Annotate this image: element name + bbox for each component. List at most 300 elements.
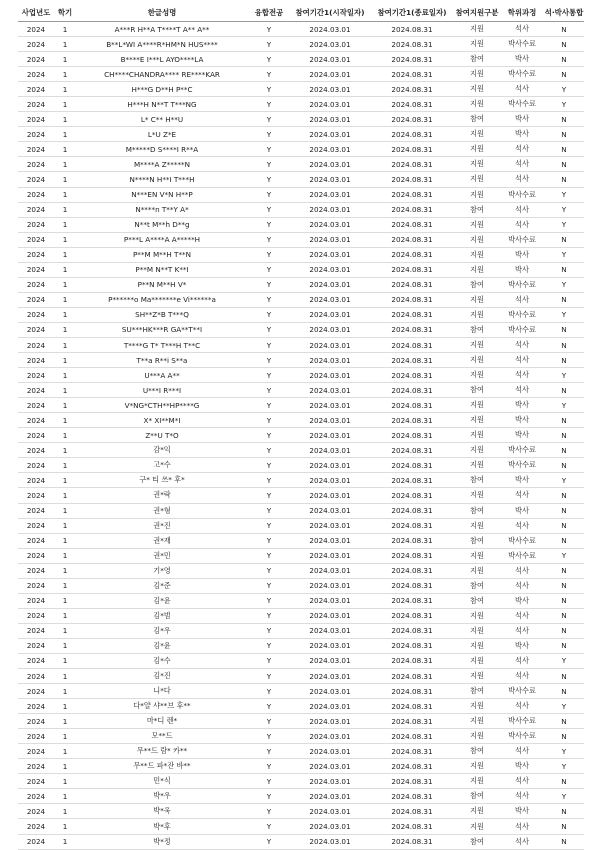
- cell-integrated-program: N: [544, 37, 584, 52]
- cell-year: 2024: [18, 52, 54, 67]
- cell-name: 권*형: [76, 503, 248, 518]
- cell-period-end: 2024.08.31: [370, 473, 454, 488]
- cell-convergence-major: Y: [248, 172, 290, 187]
- cell-integrated-program: N: [544, 353, 584, 368]
- table-row: [18, 834, 584, 849]
- cell-support-type: 지원: [454, 353, 500, 368]
- cell-year: 2024: [18, 789, 54, 804]
- cell-year: 2024: [18, 608, 54, 623]
- cell-name: 마*디 렌*: [76, 714, 248, 729]
- cell-period-start: 2024.03.01: [290, 307, 370, 322]
- cell-support-type: 참여: [454, 277, 500, 292]
- cell-period-end: 2024.08.31: [370, 277, 454, 292]
- cell-integrated-program: N: [544, 172, 584, 187]
- cell-integrated-program: Y: [544, 247, 584, 262]
- cell-semester: 1: [54, 383, 76, 398]
- cell-year: 2024: [18, 548, 54, 563]
- cell-integrated-program: N: [544, 458, 584, 473]
- cell-convergence-major: Y: [248, 819, 290, 834]
- cell-convergence-major: Y: [248, 488, 290, 503]
- cell-period-start: 2024.03.01: [290, 699, 370, 714]
- cell-period-start: 2024.03.01: [290, 112, 370, 127]
- cell-year: 2024: [18, 67, 54, 82]
- cell-period-start: 2024.03.01: [290, 503, 370, 518]
- cell-integrated-program: Y: [544, 307, 584, 322]
- cell-year: 2024: [18, 458, 54, 473]
- cell-degree-program: 박사: [500, 112, 544, 127]
- cell-year: 2024: [18, 699, 54, 714]
- cell-semester: 1: [54, 247, 76, 262]
- cell-convergence-major: Y: [248, 292, 290, 307]
- cell-convergence-major: Y: [248, 413, 290, 428]
- table-row: [18, 292, 584, 307]
- cell-year: 2024: [18, 398, 54, 413]
- cell-semester: 1: [54, 172, 76, 187]
- cell-convergence-major: Y: [248, 368, 290, 383]
- cell-semester: 1: [54, 834, 76, 849]
- cell-period-end: 2024.08.31: [370, 744, 454, 759]
- table-row: [18, 82, 584, 97]
- header-degree-program: 학위과정: [500, 4, 544, 22]
- cell-semester: 1: [54, 22, 76, 37]
- cell-year: 2024: [18, 307, 54, 322]
- cell-degree-program: 석사: [500, 202, 544, 217]
- cell-integrated-program: Y: [544, 699, 584, 714]
- cell-period-end: 2024.08.31: [370, 729, 454, 744]
- cell-degree-program: 박사: [500, 804, 544, 819]
- cell-year: 2024: [18, 172, 54, 187]
- cell-period-end: 2024.08.31: [370, 217, 454, 232]
- cell-year: 2024: [18, 443, 54, 458]
- cell-period-end: 2024.08.31: [370, 353, 454, 368]
- cell-semester: 1: [54, 413, 76, 428]
- cell-year: 2024: [18, 232, 54, 247]
- cell-period-end: 2024.08.31: [370, 653, 454, 668]
- cell-semester: 1: [54, 638, 76, 653]
- cell-name: P**N M**H V*: [76, 277, 248, 292]
- cell-degree-program: 석사: [500, 578, 544, 593]
- cell-support-type: 지원: [454, 608, 500, 623]
- cell-period-start: 2024.03.01: [290, 292, 370, 307]
- cell-integrated-program: N: [544, 443, 584, 458]
- cell-convergence-major: Y: [248, 383, 290, 398]
- cell-period-start: 2024.03.01: [290, 729, 370, 744]
- cell-degree-program: 박사: [500, 503, 544, 518]
- cell-integrated-program: N: [544, 623, 584, 638]
- cell-semester: 1: [54, 533, 76, 548]
- cell-degree-program: 박사수료: [500, 322, 544, 337]
- cell-degree-program: 박사: [500, 52, 544, 67]
- cell-period-end: 2024.08.31: [370, 759, 454, 774]
- cell-period-start: 2024.03.01: [290, 653, 370, 668]
- cell-period-end: 2024.08.31: [370, 52, 454, 67]
- cell-convergence-major: Y: [248, 428, 290, 443]
- table-row: [18, 443, 584, 458]
- cell-name: 권*재: [76, 533, 248, 548]
- table-row: [18, 187, 584, 202]
- cell-year: 2024: [18, 563, 54, 578]
- cell-semester: 1: [54, 488, 76, 503]
- header-support-type: 참여지원구분: [454, 4, 500, 22]
- cell-name: 박*욱: [76, 804, 248, 819]
- cell-name: U***A A**: [76, 368, 248, 383]
- cell-support-type: 지원: [454, 759, 500, 774]
- cell-period-start: 2024.03.01: [290, 172, 370, 187]
- cell-support-type: 지원: [454, 443, 500, 458]
- cell-period-end: 2024.08.31: [370, 819, 454, 834]
- cell-period-start: 2024.03.01: [290, 443, 370, 458]
- table-row: [18, 653, 584, 668]
- cell-semester: 1: [54, 548, 76, 563]
- cell-convergence-major: Y: [248, 653, 290, 668]
- table-row: [18, 127, 584, 142]
- cell-integrated-program: Y: [544, 473, 584, 488]
- cell-convergence-major: Y: [248, 157, 290, 172]
- table-row: [18, 37, 584, 52]
- cell-name: 니*다: [76, 684, 248, 699]
- cell-name: H***G D**H P**C: [76, 82, 248, 97]
- cell-period-start: 2024.03.01: [290, 187, 370, 202]
- cell-period-start: 2024.03.01: [290, 368, 370, 383]
- cell-semester: 1: [54, 518, 76, 533]
- cell-convergence-major: Y: [248, 67, 290, 82]
- cell-support-type: 참여: [454, 112, 500, 127]
- cell-year: 2024: [18, 217, 54, 232]
- cell-period-end: 2024.08.31: [370, 714, 454, 729]
- cell-support-type: 지원: [454, 518, 500, 533]
- cell-name: P**M N**T K**I: [76, 262, 248, 277]
- cell-period-start: 2024.03.01: [290, 578, 370, 593]
- cell-integrated-program: N: [544, 714, 584, 729]
- cell-name: N***EN V*N H**P: [76, 187, 248, 202]
- cell-period-end: 2024.08.31: [370, 578, 454, 593]
- cell-name: N****n T**Y A*: [76, 202, 248, 217]
- cell-integrated-program: N: [544, 112, 584, 127]
- table-row: [18, 52, 584, 67]
- table-row: [18, 307, 584, 322]
- cell-convergence-major: Y: [248, 759, 290, 774]
- cell-name: 김*윤: [76, 593, 248, 608]
- cell-period-start: 2024.03.01: [290, 789, 370, 804]
- cell-integrated-program: N: [544, 684, 584, 699]
- cell-support-type: 지원: [454, 563, 500, 578]
- cell-integrated-program: N: [544, 232, 584, 247]
- cell-semester: 1: [54, 368, 76, 383]
- cell-integrated-program: N: [544, 563, 584, 578]
- cell-convergence-major: Y: [248, 127, 290, 142]
- cell-support-type: 지원: [454, 37, 500, 52]
- cell-period-start: 2024.03.01: [290, 669, 370, 684]
- cell-period-end: 2024.08.31: [370, 398, 454, 413]
- cell-convergence-major: Y: [248, 187, 290, 202]
- cell-name: M*****D S****I R**A: [76, 142, 248, 157]
- cell-support-type: 지원: [454, 669, 500, 684]
- cell-convergence-major: Y: [248, 593, 290, 608]
- cell-degree-program: 박사: [500, 413, 544, 428]
- cell-year: 2024: [18, 157, 54, 172]
- cell-convergence-major: Y: [248, 548, 290, 563]
- cell-support-type: 참여: [454, 533, 500, 548]
- cell-semester: 1: [54, 744, 76, 759]
- cell-period-end: 2024.08.31: [370, 669, 454, 684]
- table-row: [18, 97, 584, 112]
- cell-period-end: 2024.08.31: [370, 383, 454, 398]
- cell-degree-program: 박사수료: [500, 548, 544, 563]
- table-row: [18, 353, 584, 368]
- cell-name: 박*후: [76, 819, 248, 834]
- cell-integrated-program: N: [544, 819, 584, 834]
- cell-period-start: 2024.03.01: [290, 202, 370, 217]
- cell-period-end: 2024.08.31: [370, 187, 454, 202]
- cell-semester: 1: [54, 684, 76, 699]
- cell-year: 2024: [18, 368, 54, 383]
- table-row: [18, 533, 584, 548]
- cell-support-type: 지원: [454, 232, 500, 247]
- cell-name: A***R H**A T****T A** A**: [76, 22, 248, 37]
- table-row: [18, 322, 584, 337]
- cell-year: 2024: [18, 834, 54, 849]
- cell-degree-program: 석사: [500, 653, 544, 668]
- cell-integrated-program: N: [544, 322, 584, 337]
- cell-name: L* C** H**U: [76, 112, 248, 127]
- table-row: [18, 112, 584, 127]
- cell-period-start: 2024.03.01: [290, 593, 370, 608]
- cell-year: 2024: [18, 127, 54, 142]
- cell-semester: 1: [54, 52, 76, 67]
- cell-convergence-major: Y: [248, 473, 290, 488]
- cell-year: 2024: [18, 759, 54, 774]
- cell-integrated-program: N: [544, 142, 584, 157]
- cell-degree-program: 박사수료: [500, 37, 544, 52]
- cell-period-end: 2024.08.31: [370, 804, 454, 819]
- cell-period-start: 2024.03.01: [290, 744, 370, 759]
- cell-semester: 1: [54, 563, 76, 578]
- cell-period-start: 2024.03.01: [290, 804, 370, 819]
- cell-year: 2024: [18, 187, 54, 202]
- cell-year: 2024: [18, 247, 54, 262]
- cell-support-type: 지원: [454, 22, 500, 37]
- cell-period-start: 2024.03.01: [290, 277, 370, 292]
- cell-name: 무**드 람* 카**: [76, 744, 248, 759]
- cell-period-start: 2024.03.01: [290, 22, 370, 37]
- cell-period-end: 2024.08.31: [370, 638, 454, 653]
- cell-support-type: 지원: [454, 413, 500, 428]
- cell-period-end: 2024.08.31: [370, 563, 454, 578]
- cell-support-type: 참여: [454, 834, 500, 849]
- cell-support-type: 지원: [454, 142, 500, 157]
- cell-period-start: 2024.03.01: [290, 533, 370, 548]
- cell-degree-program: 박사: [500, 473, 544, 488]
- cell-period-start: 2024.03.01: [290, 714, 370, 729]
- cell-name: 민*식: [76, 774, 248, 789]
- cell-period-start: 2024.03.01: [290, 232, 370, 247]
- table-row: [18, 623, 584, 638]
- cell-name: N****N H**I T***H: [76, 172, 248, 187]
- cell-period-start: 2024.03.01: [290, 383, 370, 398]
- cell-year: 2024: [18, 518, 54, 533]
- cell-name: T**a R**i S**a: [76, 353, 248, 368]
- cell-convergence-major: Y: [248, 277, 290, 292]
- cell-year: 2024: [18, 353, 54, 368]
- cell-degree-program: 석사: [500, 699, 544, 714]
- cell-convergence-major: Y: [248, 443, 290, 458]
- cell-period-end: 2024.08.31: [370, 593, 454, 608]
- cell-support-type: 지원: [454, 262, 500, 277]
- cell-degree-program: 석사: [500, 744, 544, 759]
- cell-degree-program: 석사: [500, 563, 544, 578]
- cell-period-end: 2024.08.31: [370, 834, 454, 849]
- table-row: [18, 744, 584, 759]
- cell-period-end: 2024.08.31: [370, 337, 454, 352]
- cell-period-end: 2024.08.31: [370, 443, 454, 458]
- cell-semester: 1: [54, 217, 76, 232]
- cell-support-type: 지원: [454, 699, 500, 714]
- cell-semester: 1: [54, 789, 76, 804]
- table-body: [18, 22, 584, 850]
- cell-year: 2024: [18, 413, 54, 428]
- cell-name: SU***HK***R GA**T**I: [76, 322, 248, 337]
- cell-semester: 1: [54, 443, 76, 458]
- cell-convergence-major: Y: [248, 22, 290, 37]
- cell-semester: 1: [54, 157, 76, 172]
- cell-convergence-major: Y: [248, 82, 290, 97]
- cell-period-start: 2024.03.01: [290, 37, 370, 52]
- table-row: [18, 684, 584, 699]
- cell-year: 2024: [18, 37, 54, 52]
- cell-semester: 1: [54, 37, 76, 52]
- cell-degree-program: 석사: [500, 353, 544, 368]
- cell-integrated-program: Y: [544, 744, 584, 759]
- table-row: [18, 428, 584, 443]
- cell-support-type: 지원: [454, 714, 500, 729]
- cell-integrated-program: N: [544, 638, 584, 653]
- cell-name: SH**Z*B T***Q: [76, 307, 248, 322]
- cell-integrated-program: N: [544, 428, 584, 443]
- cell-period-end: 2024.08.31: [370, 548, 454, 563]
- table-row: [18, 473, 584, 488]
- table-row: [18, 202, 584, 217]
- cell-integrated-program: Y: [544, 368, 584, 383]
- cell-period-start: 2024.03.01: [290, 322, 370, 337]
- cell-period-start: 2024.03.01: [290, 142, 370, 157]
- table-row: [18, 608, 584, 623]
- cell-support-type: 참여: [454, 578, 500, 593]
- table-row: [18, 22, 584, 37]
- cell-convergence-major: Y: [248, 37, 290, 52]
- cell-semester: 1: [54, 503, 76, 518]
- cell-support-type: 지원: [454, 488, 500, 503]
- cell-integrated-program: N: [544, 262, 584, 277]
- cell-integrated-program: N: [544, 518, 584, 533]
- cell-name: M****A Z*****N: [76, 157, 248, 172]
- cell-convergence-major: Y: [248, 729, 290, 744]
- cell-integrated-program: N: [544, 578, 584, 593]
- cell-support-type: 지원: [454, 217, 500, 232]
- cell-name: N**t M**h D**g: [76, 217, 248, 232]
- cell-degree-program: 박사수료: [500, 67, 544, 82]
- cell-year: 2024: [18, 488, 54, 503]
- cell-period-start: 2024.03.01: [290, 82, 370, 97]
- cell-year: 2024: [18, 593, 54, 608]
- table-row: [18, 368, 584, 383]
- cell-integrated-program: N: [544, 67, 584, 82]
- cell-year: 2024: [18, 819, 54, 834]
- cell-period-end: 2024.08.31: [370, 247, 454, 262]
- cell-integrated-program: Y: [544, 97, 584, 112]
- cell-degree-program: 박사수료: [500, 729, 544, 744]
- cell-degree-program: 석사: [500, 217, 544, 232]
- cell-name: 구* 티 쓰* 후*: [76, 473, 248, 488]
- cell-year: 2024: [18, 277, 54, 292]
- cell-convergence-major: Y: [248, 337, 290, 352]
- cell-period-end: 2024.08.31: [370, 699, 454, 714]
- cell-degree-program: 박사: [500, 398, 544, 413]
- cell-convergence-major: Y: [248, 533, 290, 548]
- cell-period-end: 2024.08.31: [370, 774, 454, 789]
- cell-year: 2024: [18, 623, 54, 638]
- cell-support-type: 참여: [454, 593, 500, 608]
- cell-semester: 1: [54, 232, 76, 247]
- cell-convergence-major: Y: [248, 804, 290, 819]
- cell-name: P**M M**H T**N: [76, 247, 248, 262]
- cell-period-end: 2024.08.31: [370, 37, 454, 52]
- cell-degree-program: 박사수료: [500, 187, 544, 202]
- cell-degree-program: 박사수료: [500, 533, 544, 548]
- cell-degree-program: 석사: [500, 82, 544, 97]
- cell-degree-program: 박사: [500, 593, 544, 608]
- cell-integrated-program: N: [544, 413, 584, 428]
- table-row: [18, 413, 584, 428]
- cell-semester: 1: [54, 729, 76, 744]
- cell-integrated-program: N: [544, 608, 584, 623]
- cell-support-type: 지원: [454, 127, 500, 142]
- cell-period-start: 2024.03.01: [290, 67, 370, 82]
- cell-semester: 1: [54, 819, 76, 834]
- table-row: [18, 383, 584, 398]
- header-integrated-program: 석·박사통합: [544, 4, 584, 22]
- cell-convergence-major: Y: [248, 202, 290, 217]
- cell-year: 2024: [18, 22, 54, 37]
- cell-period-end: 2024.08.31: [370, 22, 454, 37]
- cell-convergence-major: Y: [248, 112, 290, 127]
- table-row: [18, 729, 584, 744]
- cell-period-start: 2024.03.01: [290, 52, 370, 67]
- table-row: [18, 669, 584, 684]
- cell-support-type: 지원: [454, 187, 500, 202]
- cell-support-type: 지원: [454, 337, 500, 352]
- cell-convergence-major: Y: [248, 398, 290, 413]
- cell-degree-program: 박사: [500, 759, 544, 774]
- cell-convergence-major: Y: [248, 789, 290, 804]
- cell-period-start: 2024.03.01: [290, 428, 370, 443]
- cell-degree-program: 석사: [500, 22, 544, 37]
- table-row: [18, 789, 584, 804]
- cell-degree-program: 박사수료: [500, 458, 544, 473]
- cell-support-type: 참여: [454, 383, 500, 398]
- cell-semester: 1: [54, 307, 76, 322]
- cell-integrated-program: N: [544, 127, 584, 142]
- table-row: [18, 548, 584, 563]
- cell-integrated-program: N: [544, 729, 584, 744]
- cell-name: CH****CHANDRA**** RE****KAR: [76, 67, 248, 82]
- cell-integrated-program: Y: [544, 277, 584, 292]
- cell-year: 2024: [18, 82, 54, 97]
- cell-convergence-major: Y: [248, 262, 290, 277]
- table-row: [18, 172, 584, 187]
- cell-degree-program: 석사: [500, 142, 544, 157]
- cell-degree-program: 박사: [500, 428, 544, 443]
- cell-integrated-program: N: [544, 337, 584, 352]
